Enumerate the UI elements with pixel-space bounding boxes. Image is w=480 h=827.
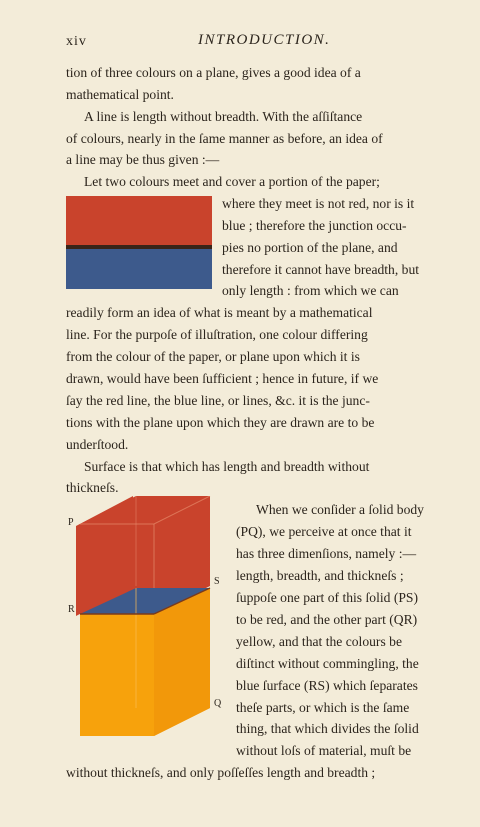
text-line: line. For the purpoſe of illuſtration, one colour differing <box>66 327 368 342</box>
text-line: thing, that which divides the ſolid <box>236 721 419 736</box>
text-line: ſuppoſe one part of this ſolid (PS) <box>236 590 418 605</box>
figure-label-q: Q <box>214 698 222 709</box>
text-line: theſe parts, or which is the ſame <box>236 700 410 715</box>
text-line: therefore it cannot have breadth, but <box>222 262 420 277</box>
blue-area <box>66 249 212 289</box>
text-line: (PQ), we perceive at once that it <box>236 524 412 539</box>
text-line: tions with the plane upon which they are drawn are to be <box>66 415 375 430</box>
text-line: where they meet is not red, nor is it <box>222 196 415 211</box>
text-line: diſtinct without commingling, the <box>236 656 419 671</box>
text-line: pies no portion of the plane, and <box>222 240 398 255</box>
text-line: ſay the red line, the blue line, or lines, &c. it is the junc- <box>66 393 370 408</box>
text-line: length, breadth, and thickneſs ; <box>236 568 404 583</box>
solid-cube-figure <box>76 496 216 758</box>
text-line: underſtood. <box>66 437 129 452</box>
figure-label-s: S <box>214 576 220 587</box>
text-line: has three dimenſions, namely :— <box>236 546 417 561</box>
red-area <box>66 196 212 246</box>
text-line: of colours, nearly in the ſame manner as before, an idea of <box>66 131 383 146</box>
figure-label-p: P <box>68 517 74 528</box>
text-line: from the colour of the paper, or plane upon which it is <box>66 349 360 364</box>
text-line: Let two colours meet and cover a portion of the paper; <box>84 174 380 189</box>
text-line: only length : from which we can <box>222 283 399 298</box>
text-line: to be red, and the other part (QR) <box>236 612 418 627</box>
text-line: tion of three colours on a plane, gives a good idea of a <box>66 65 361 80</box>
text-line: without thickneſs, and only poſſeſſes length and breadth ; <box>66 765 376 780</box>
text-line: thickneſs. <box>66 480 119 495</box>
running-head: INTRODUCTION. <box>198 32 331 48</box>
text-line: a line may be thus given :— <box>66 152 220 167</box>
text-line: yellow, and that the colours be <box>236 634 402 649</box>
page-number: xiv <box>66 34 87 49</box>
text-line: blue ; therefore the junction occu- <box>222 218 407 233</box>
text-line: mathematical point. <box>66 87 174 102</box>
text-line: drawn, would have been ſufficient ; hence in future, if we <box>66 371 379 386</box>
figure-label-r: R <box>68 604 75 615</box>
red-blue-plane-figure <box>66 196 214 292</box>
text-line: Surface is that which has length and breadth without <box>84 459 370 474</box>
text-line: readily form an idea of what is meant by a mathematical <box>66 305 373 320</box>
text-line: A line is length without breadth. With the aſſiſtance <box>84 109 363 124</box>
text-line: blue ſurface (RS) which ſeparates <box>236 678 418 693</box>
text-line: When we conſider a ſolid body <box>256 502 424 517</box>
text-line: without loſs of material, muſt be <box>236 743 412 758</box>
